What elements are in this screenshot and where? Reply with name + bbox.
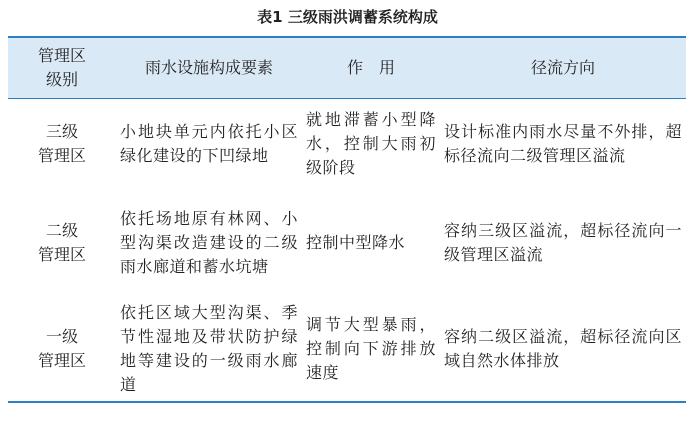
level-cell: 二级 管理区: [37, 221, 86, 264]
direction-cell: 容纳三级区溢流，超标径流向一级管理区溢流: [444, 221, 682, 264]
header-elements: 雨水设施构成要素: [116, 37, 302, 99]
table-row: [8, 189, 686, 297]
direction-cell: 设计标准内雨水尽量不外排，超标径流向二级管理区溢流: [444, 122, 682, 165]
level-cell: 一级 管理区: [8, 297, 116, 402]
table-row: [8, 99, 686, 190]
header-level: 管理区 级别: [8, 37, 116, 99]
function-cell: 就地滞蓄小型降水，控制大雨初级阶段: [306, 110, 436, 177]
elements-cell: 依托场地原有林网、小型沟渠改造建设的二级雨水廊道和蓄水坑塘: [120, 209, 298, 276]
header-function: 作 用: [302, 37, 440, 99]
table-title: 表1 三级雨洪调蓄系统构成: [257, 8, 438, 26]
function-cell: 调节大型暴雨，控制向下游排放速度: [302, 297, 440, 402]
table-row: [8, 297, 686, 402]
stormwater-system-table: [8, 36, 686, 403]
elements-cell: 依托区域大型沟渠、季节性湿地及带状防护绿地等建设的一级雨水廊道: [116, 297, 302, 402]
direction-cell: 容纳二级区溢流，超标径流向区域自然水体排放: [440, 297, 686, 402]
header-direction: 径流方向: [440, 37, 686, 99]
elements-cell: 小地块单元内依托小区绿化建设的下凹绿地: [120, 122, 298, 165]
table-header-row: [8, 37, 686, 99]
level-cell: 三级 管理区: [37, 122, 86, 165]
function-cell: 控制中型降水: [306, 233, 406, 252]
